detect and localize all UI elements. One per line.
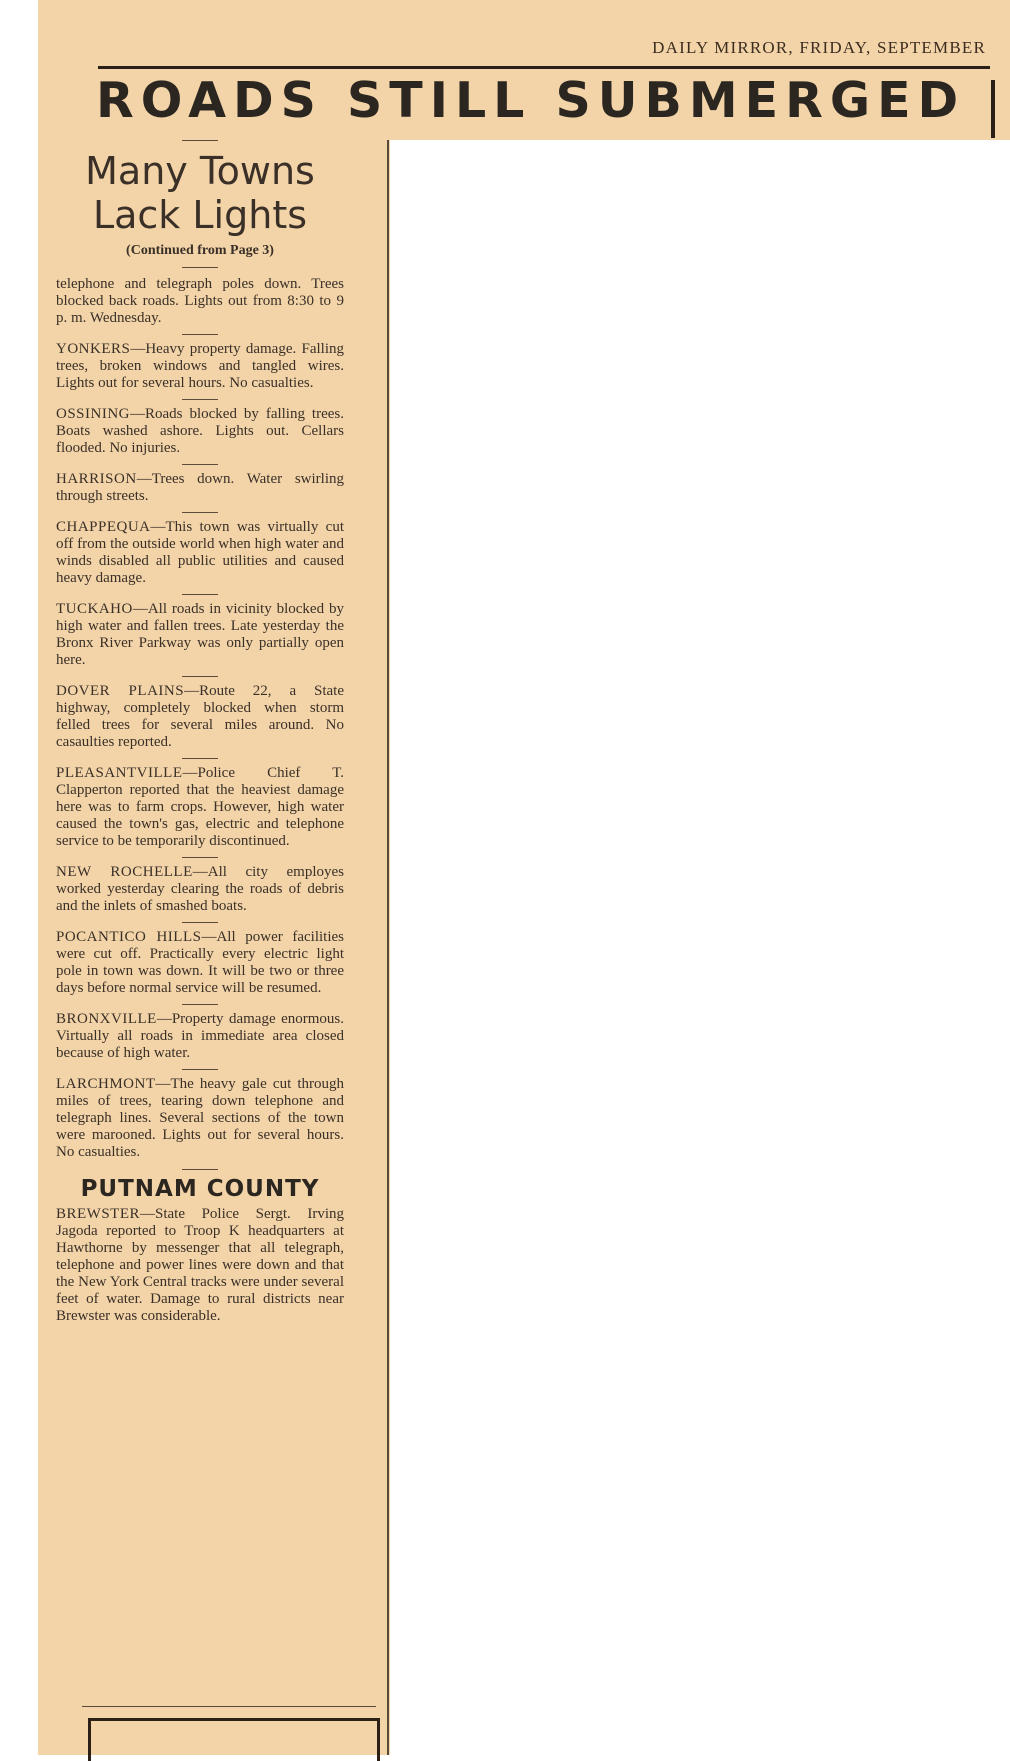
- dash-glyph: —: [201, 929, 217, 945]
- report-text: The heavy gale cut through miles of trees, tearing down telephone and telegraph lines. Several sections of the town were marooned. Lights out for several hours. No casualties.: [56, 1076, 344, 1160]
- place-name: POCANTICO HILLS: [56, 929, 202, 945]
- report-text: This town was virtually cut off from the outside world when high water and winds disabled all public utilities and caused heavy damage.: [56, 519, 344, 586]
- dash-glyph: —: [130, 406, 146, 422]
- section-dash: [182, 1004, 218, 1005]
- article-column: [56, 140, 344, 1325]
- town-report: [56, 922, 344, 997]
- dash-glyph: —: [155, 1076, 171, 1092]
- subheadline-line-1: Many Towns: [85, 149, 315, 193]
- report-text: All city employes worked yesterday clearing the roads of debris and the inlets of smashed boats.: [56, 864, 344, 914]
- town-report: [56, 1004, 344, 1062]
- town-report: [56, 676, 344, 751]
- report-text: All power facilities were cut off. Practically every electric light pole in town was down. It will be two or three days before normal service will be resumed.: [56, 929, 345, 996]
- town-report: [56, 464, 344, 505]
- section-dash: [182, 399, 218, 400]
- report-paragraph: [56, 341, 344, 392]
- section-dash: [182, 922, 218, 923]
- section-dash: [182, 857, 218, 858]
- report-paragraph: [56, 519, 344, 587]
- report-paragraph: [56, 406, 344, 457]
- brewster-paragraph: [56, 1206, 344, 1325]
- dash-glyph: —: [132, 601, 148, 617]
- section-dash: [182, 464, 218, 465]
- place-name: PLEASANTVILLE: [56, 765, 183, 781]
- section-dash: [182, 512, 218, 513]
- section-dash: [182, 334, 218, 335]
- dash-glyph: —: [182, 765, 198, 781]
- report-text: Heavy property damage. Falling trees, broken windows and tangled wires. Lights out for several hours. No casualties.: [56, 341, 344, 391]
- subheadline: [56, 149, 344, 237]
- report-paragraph: [56, 683, 344, 751]
- column-rule: [387, 140, 389, 1755]
- section-dash: [182, 267, 218, 268]
- dash-glyph: —: [136, 471, 152, 487]
- report-text: State Police Sergt. Irving Jagoda reported to Troop K headquarters at Hawthorne by messenger that all telegraph, telephone and power lines were down and that the New York Central tracks were under several feet of water. Damage to rural districts near Brewster was considerable.: [56, 1206, 344, 1324]
- section-dash: [182, 594, 218, 595]
- report-text: Roads blocked by falling trees. Boats washed ashore. Lights out. Cellars flooded. No injuries.: [56, 406, 344, 456]
- place-name: BREWSTER: [56, 1206, 141, 1222]
- place-name: YONKERS: [56, 341, 131, 357]
- town-report: [56, 758, 344, 850]
- report-paragraph: [56, 601, 344, 669]
- continued-note: (Continued from Page 3): [126, 243, 274, 258]
- section-dash: [182, 1069, 218, 1070]
- report-text: All roads in vicinity blocked by high water and fallen trees. Late yesterday the Bronx River Parkway was only partially open here.: [56, 601, 344, 668]
- bottom-rule: [82, 1706, 376, 1707]
- dash-glyph: —: [192, 864, 208, 880]
- report-paragraph: [56, 1076, 344, 1161]
- dash-glyph: —: [130, 341, 146, 357]
- masthead-rule: [98, 66, 990, 69]
- town-report: [56, 1069, 344, 1161]
- cut-out-area: [390, 140, 1010, 1755]
- headline-column-bar: [991, 80, 995, 138]
- town-reports: [56, 334, 344, 1161]
- intro-paragraph: telephone and telegraph poles down. Trees blocked back roads. Lights out from 8:30 to 9 p. m. Wednesday.: [56, 276, 344, 326]
- town-report: [56, 857, 344, 915]
- report-paragraph: [56, 471, 344, 505]
- place-name: LARCHMONT: [56, 1076, 156, 1092]
- dash-glyph: —: [140, 1206, 156, 1222]
- place-name: NEW ROCHELLE: [56, 864, 193, 880]
- report-paragraph: [56, 1011, 344, 1062]
- town-report: [56, 512, 344, 587]
- masthead: DAILY MIRROR, FRIDAY, SEPTEMBER: [652, 38, 986, 57]
- report-text: Property damage enormous. Virtually all roads in immediate area closed because of high water.: [56, 1011, 344, 1061]
- report-paragraph: [56, 765, 344, 850]
- report-text: Police Chief T. Clapperton reported that the heaviest damage here was to farm crops. However, high water caused the town's gas, electric and telephone service to be temporarily discontinued.: [56, 765, 344, 849]
- report-text: Route 22, a State highway, completely blocked when storm felled trees for several miles around. No casaulties reported.: [56, 683, 344, 750]
- place-name: BRONXVILLE: [56, 1011, 157, 1027]
- headline: ROADS STILL SUBMERGED: [96, 72, 966, 129]
- section-dash: [182, 758, 218, 759]
- dash-glyph: —: [184, 683, 200, 699]
- section-dash: [182, 140, 218, 141]
- dash-glyph: —: [156, 1011, 172, 1027]
- place-name: TUCKAHO: [56, 601, 133, 617]
- section-dash: [182, 676, 218, 677]
- county-heading: PUTNAM COUNTY: [80, 1176, 320, 1202]
- town-report: [56, 594, 344, 669]
- subheadline-line-2: Lack Lights: [92, 193, 308, 237]
- town-report: [56, 334, 344, 392]
- place-name: DOVER PLAINS: [56, 683, 185, 699]
- town-report: [56, 399, 344, 457]
- report-text: Trees down. Water swirling through streets.: [56, 471, 344, 504]
- place-name: CHAPPEQUA: [56, 519, 151, 535]
- dash-glyph: —: [150, 519, 166, 535]
- place-name: OSSINING: [56, 406, 131, 422]
- section-dash: [182, 1169, 218, 1170]
- place-name: HARRISON: [56, 471, 137, 487]
- report-paragraph: [56, 864, 344, 915]
- report-paragraph: [56, 929, 344, 997]
